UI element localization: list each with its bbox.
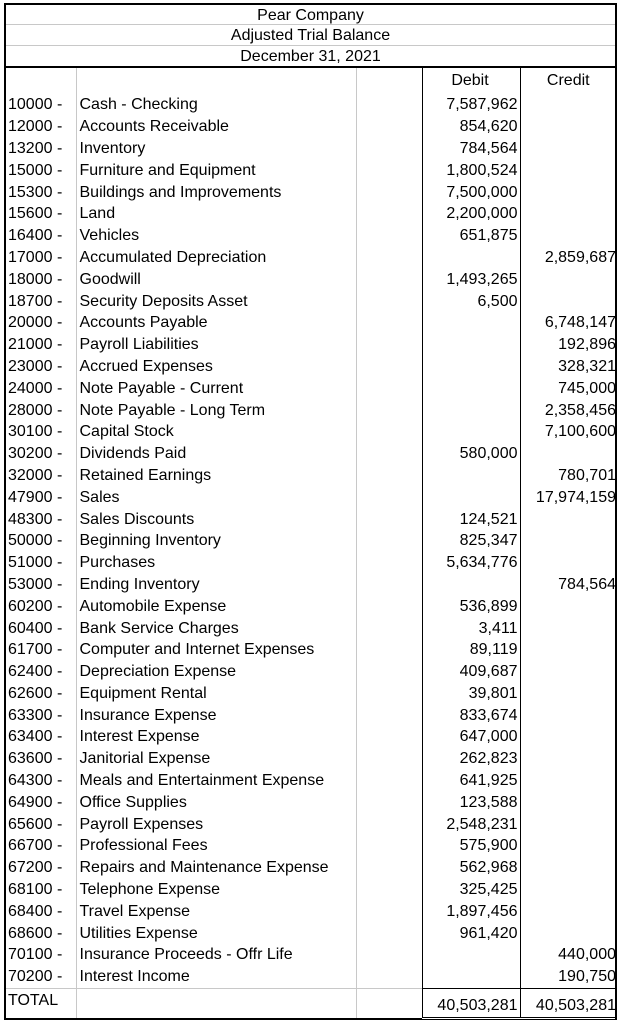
- accounts-table: [6, 68, 617, 1020]
- debit-amount: 961,420: [422, 923, 520, 945]
- table-row: [6, 443, 617, 465]
- table-row: [6, 509, 617, 531]
- debit-amount: 262,823: [422, 748, 520, 770]
- account-code: 30100 -: [6, 421, 76, 443]
- debit-amount: [422, 378, 520, 400]
- credit-amount: [520, 835, 617, 857]
- account-code: 32000 -: [6, 465, 76, 487]
- debit-amount: 39,801: [422, 683, 520, 705]
- credit-amount: [520, 509, 617, 531]
- debit-amount: 651,875: [422, 225, 520, 247]
- account-name: Note Payable - Long Term: [76, 400, 356, 422]
- account-code: 48300 -: [6, 509, 76, 531]
- account-name: Computer and Internet Expenses: [76, 639, 356, 661]
- account-code: 15000 -: [6, 160, 76, 182]
- account-code: 13200 -: [6, 138, 76, 160]
- report-date: December 31, 2021: [6, 46, 615, 68]
- debit-amount: 89,119: [422, 639, 520, 661]
- table-row: [6, 552, 617, 574]
- credit-amount: [520, 639, 617, 661]
- account-code: 64300 -: [6, 770, 76, 792]
- credit-amount: [520, 683, 617, 705]
- table-row: [6, 596, 617, 618]
- account-code: 63300 -: [6, 705, 76, 727]
- account-name: Automobile Expense: [76, 596, 356, 618]
- trial-balance-sheet: [4, 3, 617, 1020]
- table-row: [6, 770, 617, 792]
- credit-amount: 745,000: [558, 379, 616, 397]
- credit-amount: [520, 661, 617, 683]
- debit-amount: 641,925: [422, 770, 520, 792]
- account-name: Insurance Expense: [76, 705, 356, 727]
- debit-amount: 5,634,776: [422, 552, 520, 574]
- debit-amount: 325,425: [422, 879, 520, 901]
- credit-amount: 440,000: [558, 946, 616, 964]
- table-row: [6, 879, 617, 901]
- table-row: [6, 465, 617, 487]
- account-code: 67200 -: [6, 857, 76, 879]
- debit-amount: 6,500: [422, 291, 520, 313]
- account-name: Accounts Payable: [76, 312, 356, 334]
- credit-amount: [520, 138, 617, 160]
- debit-amount: [422, 334, 520, 356]
- debit-amount: 575,900: [422, 835, 520, 857]
- account-name: Utilities Expense: [76, 923, 356, 945]
- credit-amount: [520, 618, 617, 640]
- credit-amount: [520, 269, 617, 291]
- credit-amount: [520, 726, 617, 748]
- credit-amount: [520, 596, 617, 618]
- debit-amount: 784,564: [422, 138, 520, 160]
- table-row: [6, 269, 617, 291]
- credit-amount: 2,859,687: [544, 248, 616, 266]
- table-row: [6, 661, 617, 683]
- account-name: Bank Service Charges: [76, 618, 356, 640]
- debit-amount: [422, 356, 520, 378]
- account-code: 15600 -: [6, 203, 76, 225]
- account-name: Repairs and Maintenance Expense: [76, 857, 356, 879]
- debit-amount: [422, 966, 520, 988]
- table-row: [6, 530, 617, 552]
- account-name: Retained Earnings: [76, 465, 356, 487]
- credit-amount: [520, 160, 617, 182]
- table-row: [6, 639, 617, 661]
- table-row: [6, 356, 617, 378]
- debit-amount: [422, 574, 520, 596]
- account-name: Dividends Paid: [76, 443, 356, 465]
- account-name: Security Deposits Asset: [76, 291, 356, 313]
- account-code: 70200 -: [6, 966, 76, 988]
- account-code: 68600 -: [6, 923, 76, 945]
- credit-amount: [520, 225, 617, 247]
- credit-amount: 784,564: [558, 575, 616, 593]
- debit-amount: 580,000: [422, 443, 520, 465]
- debit-amount: 2,548,231: [422, 814, 520, 836]
- credit-column-header: Credit: [546, 72, 590, 90]
- report-title: Adjusted Trial Balance: [6, 25, 615, 47]
- account-code: 10000 -: [6, 94, 76, 116]
- debit-amount: 123,588: [422, 792, 520, 814]
- account-name: Accumulated Depreciation: [76, 247, 356, 269]
- credit-amount: 780,701: [558, 466, 616, 484]
- account-code: 70100 -: [6, 944, 76, 966]
- credit-amount: [520, 770, 617, 792]
- table-row: [6, 748, 617, 770]
- account-code: 68400 -: [6, 901, 76, 923]
- debit-amount: 1,493,265: [422, 269, 520, 291]
- table-row: [6, 203, 617, 225]
- account-code: 12000 -: [6, 116, 76, 138]
- debit-amount: [422, 247, 520, 269]
- account-code: 51000 -: [6, 552, 76, 574]
- debit-amount: [422, 944, 520, 966]
- account-code: 28000 -: [6, 400, 76, 422]
- debit-amount: 854,620: [422, 116, 520, 138]
- table-row: [6, 421, 617, 443]
- account-code: 61700 -: [6, 639, 76, 661]
- credit-amount: [520, 94, 617, 116]
- table-row: [6, 487, 617, 509]
- table-row: [6, 923, 617, 945]
- table-row: [6, 814, 617, 836]
- account-code: 63400 -: [6, 726, 76, 748]
- account-code: 65600 -: [6, 814, 76, 836]
- account-name: Note Payable - Current: [76, 378, 356, 400]
- account-name: Beginning Inventory: [76, 530, 356, 552]
- credit-amount: 2,358,456: [544, 401, 616, 419]
- account-name: Land: [76, 203, 356, 225]
- credit-amount: 6,748,147: [544, 314, 616, 332]
- table-row: [6, 182, 617, 204]
- account-code: 68100 -: [6, 879, 76, 901]
- table-row: [6, 966, 617, 988]
- table-row: [6, 618, 617, 640]
- credit-amount: [520, 530, 617, 552]
- credit-amount: [520, 291, 617, 313]
- company-name: Pear Company: [6, 3, 615, 25]
- account-name: Depreciation Expense: [76, 661, 356, 683]
- account-name: Purchases: [76, 552, 356, 574]
- account-name: Equipment Rental: [76, 683, 356, 705]
- account-name: Goodwill: [76, 269, 356, 291]
- account-name: Interest Expense: [76, 726, 356, 748]
- credit-amount: 190,750: [558, 968, 616, 986]
- table-row: [6, 312, 617, 334]
- credit-amount: [520, 901, 617, 923]
- credit-amount: [520, 203, 617, 225]
- table-row: [6, 378, 617, 400]
- account-code: 23000 -: [6, 356, 76, 378]
- table-row: [6, 901, 617, 923]
- account-name: Vehicles: [76, 225, 356, 247]
- credit-amount: 17,974,159: [535, 488, 616, 506]
- total-debit: 40,503,281: [422, 989, 520, 1019]
- account-name: Buildings and Improvements: [76, 182, 356, 204]
- account-name: Accrued Expenses: [76, 356, 356, 378]
- account-code: 64900 -: [6, 792, 76, 814]
- account-code: 47900 -: [6, 487, 76, 509]
- credit-amount: [520, 857, 617, 879]
- column-header-row: [6, 68, 617, 94]
- debit-amount: [422, 400, 520, 422]
- account-name: Office Supplies: [76, 792, 356, 814]
- account-code: 16400 -: [6, 225, 76, 247]
- account-code: 21000 -: [6, 334, 76, 356]
- account-name: Insurance Proceeds - Offr Life: [76, 944, 356, 966]
- account-code: 30200 -: [6, 443, 76, 465]
- account-code: 63600 -: [6, 748, 76, 770]
- total-row: [6, 989, 617, 1019]
- table-row: [6, 792, 617, 814]
- account-code: 53000 -: [6, 574, 76, 596]
- debit-amount: 2,200,000: [422, 203, 520, 225]
- table-row: [6, 400, 617, 422]
- table-row: [6, 835, 617, 857]
- debit-amount: 833,674: [422, 705, 520, 727]
- debit-amount: 409,687: [422, 661, 520, 683]
- credit-amount: [520, 792, 617, 814]
- account-code: 24000 -: [6, 378, 76, 400]
- account-code: 15300 -: [6, 182, 76, 204]
- table-row: [6, 857, 617, 879]
- table-row: [6, 225, 617, 247]
- debit-amount: [422, 312, 520, 334]
- account-name: Ending Inventory: [76, 574, 356, 596]
- account-name: Interest Income: [76, 966, 356, 988]
- account-code: 62600 -: [6, 683, 76, 705]
- table-row: [6, 291, 617, 313]
- debit-amount: 562,968: [422, 857, 520, 879]
- debit-amount: 536,899: [422, 596, 520, 618]
- account-name: Travel Expense: [76, 901, 356, 923]
- table-row: [6, 726, 617, 748]
- table-row: [6, 160, 617, 182]
- debit-amount: 1,800,524: [422, 160, 520, 182]
- account-name: Furniture and Equipment: [76, 160, 356, 182]
- account-code: 18000 -: [6, 269, 76, 291]
- account-name: Telephone Expense: [76, 879, 356, 901]
- credit-amount: [520, 116, 617, 138]
- credit-amount: [520, 705, 617, 727]
- credit-amount: [520, 814, 617, 836]
- total-credit: 40,503,281: [520, 989, 617, 1019]
- account-code: 60400 -: [6, 618, 76, 640]
- debit-amount: 647,000: [422, 726, 520, 748]
- table-row: [6, 94, 617, 116]
- account-name: Capital Stock: [76, 421, 356, 443]
- total-label: TOTAL: [6, 989, 76, 1019]
- table-row: [6, 705, 617, 727]
- table-row: [6, 944, 617, 966]
- account-name: Meals and Entertainment Expense: [76, 770, 356, 792]
- account-name: Cash - Checking: [76, 94, 356, 116]
- account-code: 66700 -: [6, 835, 76, 857]
- debit-amount: [422, 421, 520, 443]
- table-row: [6, 247, 617, 269]
- account-name: Inventory: [76, 138, 356, 160]
- credit-amount: [520, 879, 617, 901]
- debit-column-header: Debit: [422, 68, 520, 94]
- debit-amount: [422, 465, 520, 487]
- credit-amount: [520, 443, 617, 465]
- table-row: [6, 574, 617, 596]
- credit-amount: [520, 748, 617, 770]
- credit-amount: 7,100,600: [544, 423, 616, 441]
- account-name: Sales: [76, 487, 356, 509]
- debit-amount: 3,411: [422, 618, 520, 640]
- debit-amount: [422, 487, 520, 509]
- account-name: Janitorial Expense: [76, 748, 356, 770]
- account-code: 50000 -: [6, 530, 76, 552]
- account-name: Sales Discounts: [76, 509, 356, 531]
- debit-amount: 1,897,456: [422, 901, 520, 923]
- account-name: Payroll Expenses: [76, 814, 356, 836]
- account-name: Professional Fees: [76, 835, 356, 857]
- account-code: 17000 -: [6, 247, 76, 269]
- table-row: [6, 683, 617, 705]
- account-code: 18700 -: [6, 291, 76, 313]
- credit-amount: [520, 923, 617, 945]
- debit-amount: 124,521: [422, 509, 520, 531]
- credit-amount: [520, 552, 617, 574]
- table-row: [6, 138, 617, 160]
- account-name: Accounts Receivable: [76, 116, 356, 138]
- account-code: 62400 -: [6, 661, 76, 683]
- account-name: Payroll Liabilities: [76, 334, 356, 356]
- debit-amount: 7,587,962: [422, 94, 520, 116]
- credit-amount: [520, 182, 617, 204]
- table-row: [6, 334, 617, 356]
- credit-amount: 328,321: [558, 357, 616, 375]
- debit-amount: 7,500,000: [422, 182, 520, 204]
- credit-amount: 192,896: [558, 336, 616, 354]
- account-code: 60200 -: [6, 596, 76, 618]
- account-code: 20000 -: [6, 312, 76, 334]
- debit-amount: 825,347: [422, 530, 520, 552]
- table-row: [6, 116, 617, 138]
